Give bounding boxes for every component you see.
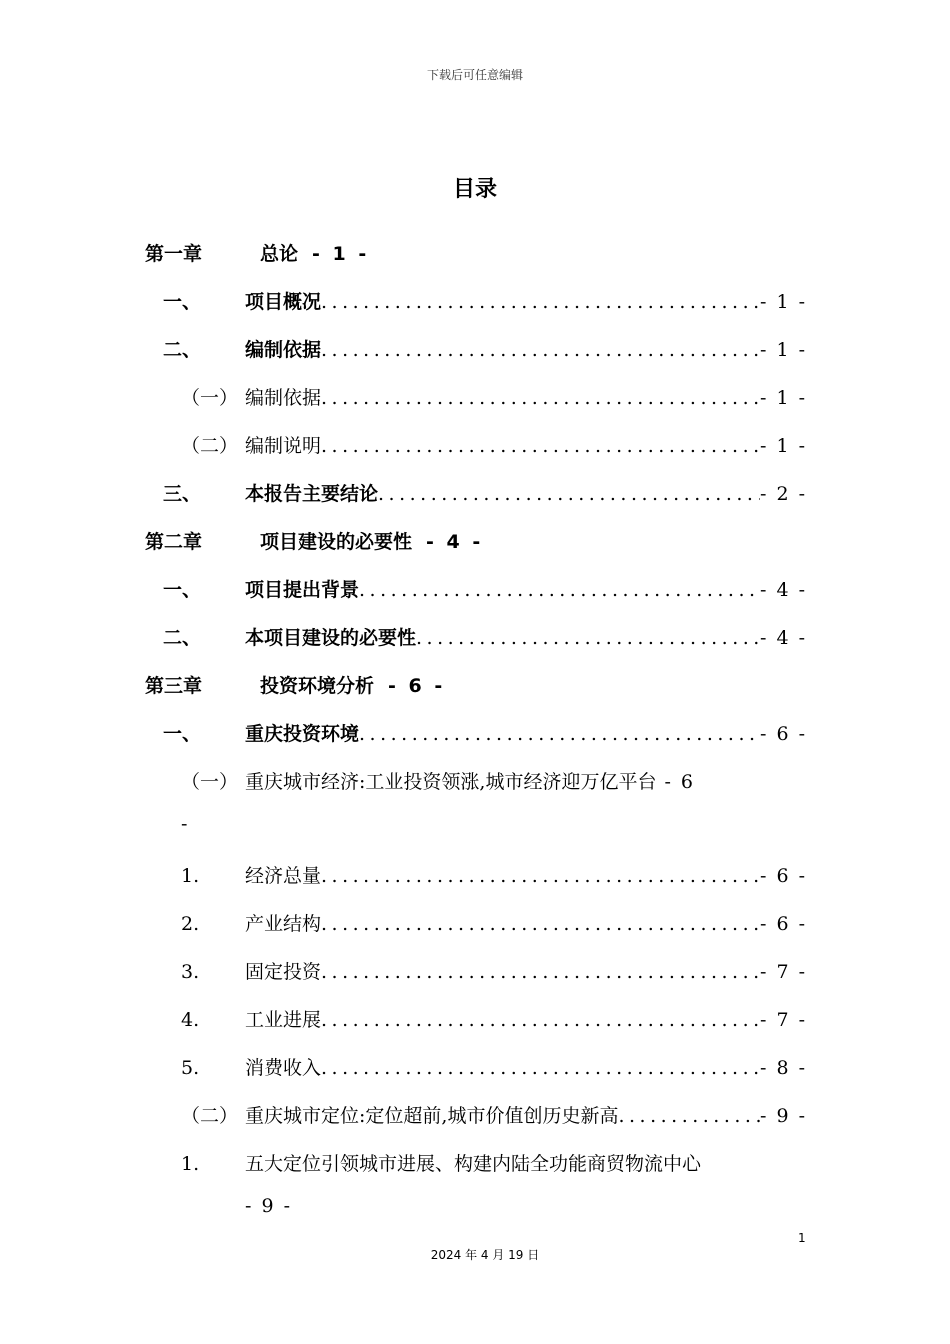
toc-dot-leader [378,472,760,516]
toc-entry-title: 重庆投资环境 [245,723,360,745]
toc-dot-leader [321,998,760,1042]
toc-page-ref: - 6 - [388,675,446,697]
toc-page-ref: - 7 - [759,961,807,983]
toc-page-ref: - 6 - [759,723,807,745]
toc-dot-leader [359,712,760,756]
table-of-contents [145,232,807,1230]
toc-entry[interactable] [145,616,807,664]
toc-entry-title: 五大定位引领城市进展、构建内陆全功能商贸物流中心 [245,1153,702,1175]
toc-entry[interactable] [145,328,807,376]
toc-entry-number: 2. [181,913,200,935]
toc-entry[interactable] [145,998,807,1046]
toc-entry-title: 重庆城市定位:定位超前,城市价值创历史新高 [245,1105,619,1127]
toc-entry[interactable] [145,712,807,760]
toc-dot-leader [321,902,760,946]
toc-page-ref: - 4 - [759,627,807,649]
toc-chapter-title: 投资环境分析 [260,675,375,697]
toc-page-ref: - 1 - [759,339,807,361]
toc-entry-number: 三、 [163,483,202,505]
toc-entry-number: 一、 [163,291,202,313]
toc-entry-number: 5. [181,1057,200,1079]
toc-page-ref: - 2 - [759,483,807,505]
toc-entry-number: （一） [181,387,239,409]
toc-dot-leader [321,328,760,372]
toc-page-ref-cont: - [181,813,188,835]
toc-entry-number: （二） [181,435,239,457]
toc-dot-leader [416,616,760,660]
toc-entry-title: 重庆城市经济:工业投资领涨,城市经济迎万亿平台 [245,771,657,793]
toc-dot-leader [321,376,760,420]
toc-entry[interactable] [145,568,807,616]
toc-entry-number: 一、 [163,579,202,601]
toc-page-ref: - 6 [664,771,696,793]
toc-chapter-number: 第二章 [145,531,203,553]
toc-chapter-number: 第三章 [145,675,203,697]
toc-dot-leader [321,854,760,898]
toc-entry-title: 编制说明 [245,435,322,457]
toc-entry-number: 1. [181,1153,200,1175]
toc-entry-number: （二） [181,1105,239,1127]
toc-entry-number: 二、 [163,339,202,361]
toc-page-ref: - 7 - [759,1009,807,1031]
toc-entry-number: 一、 [163,723,202,745]
toc-entry-number: 4. [181,1009,200,1031]
toc-entry[interactable] [145,424,807,472]
toc-entry-title: 本报告主要结论 [245,483,379,505]
toc-entry-title: 项目提出背景 [245,579,360,601]
toc-entry-title: 固定投资 [245,961,322,983]
toc-dot-leader [321,1046,760,1090]
toc-entry[interactable] [145,950,807,998]
toc-page-ref: - 4 - [426,531,484,553]
toc-entry-number: （一） [181,771,239,793]
toc-entry-title: 本项目建设的必要性 [245,627,417,649]
toc-entry-title: 工业进展 [245,1009,322,1031]
toc-entry-title: 经济总量 [245,865,322,887]
page-title: 目录 [452,177,497,202]
toc-entry[interactable] [145,280,807,328]
toc-page-ref: - 1 - [759,435,807,457]
toc-entry[interactable] [145,472,807,520]
toc-entry[interactable] [145,232,807,280]
toc-entry[interactable] [145,376,807,424]
toc-entry[interactable] [145,664,807,712]
toc-page-ref: - 1 - [312,243,370,265]
toc-entry[interactable] [145,760,807,854]
toc-entry-number: 1. [181,865,200,887]
toc-entry-title: 产业结构 [245,913,322,935]
toc-chapter-number: 第一章 [145,243,203,265]
toc-entry-number: 3. [181,961,200,983]
toc-page-ref: - 6 - [759,865,807,887]
toc-entry-title: 项目概况 [245,291,322,313]
toc-dot-leader [618,1094,760,1138]
toc-page-ref: - 1 - [759,387,807,409]
toc-page-ref: - 6 - [759,913,807,935]
toc-page-ref: - 9 - [245,1195,293,1217]
footer-date: 2024 年 4 月 19 日 [430,1248,540,1262]
toc-page-ref: - 1 - [759,291,807,313]
toc-entry-number: 二、 [163,627,202,649]
toc-page-ref: - 8 - [759,1057,807,1079]
toc-dot-leader [321,280,760,324]
toc-entry-title: 编制依据 [245,387,322,409]
toc-page-ref: - 4 - [759,579,807,601]
toc-entry[interactable] [145,1142,807,1230]
toc-entry-title: 消费收入 [245,1057,322,1079]
toc-chapter-title: 项目建设的必要性 [260,531,413,553]
toc-entry[interactable] [145,520,807,568]
toc-dot-leader [321,424,760,468]
toc-entry[interactable] [145,902,807,950]
toc-entry[interactable] [145,1046,807,1094]
toc-dot-leader [321,950,760,994]
page-number: 1 [798,1231,806,1245]
toc-entry[interactable] [145,854,807,902]
toc-entry-title: 编制依据 [245,339,322,361]
toc-chapter-title: 总论 [260,243,299,265]
toc-page-ref: - 9 - [759,1105,807,1127]
toc-entry[interactable] [145,1094,807,1142]
toc-dot-leader [359,568,760,612]
page-header: 下载后可任意编辑 [426,68,523,82]
